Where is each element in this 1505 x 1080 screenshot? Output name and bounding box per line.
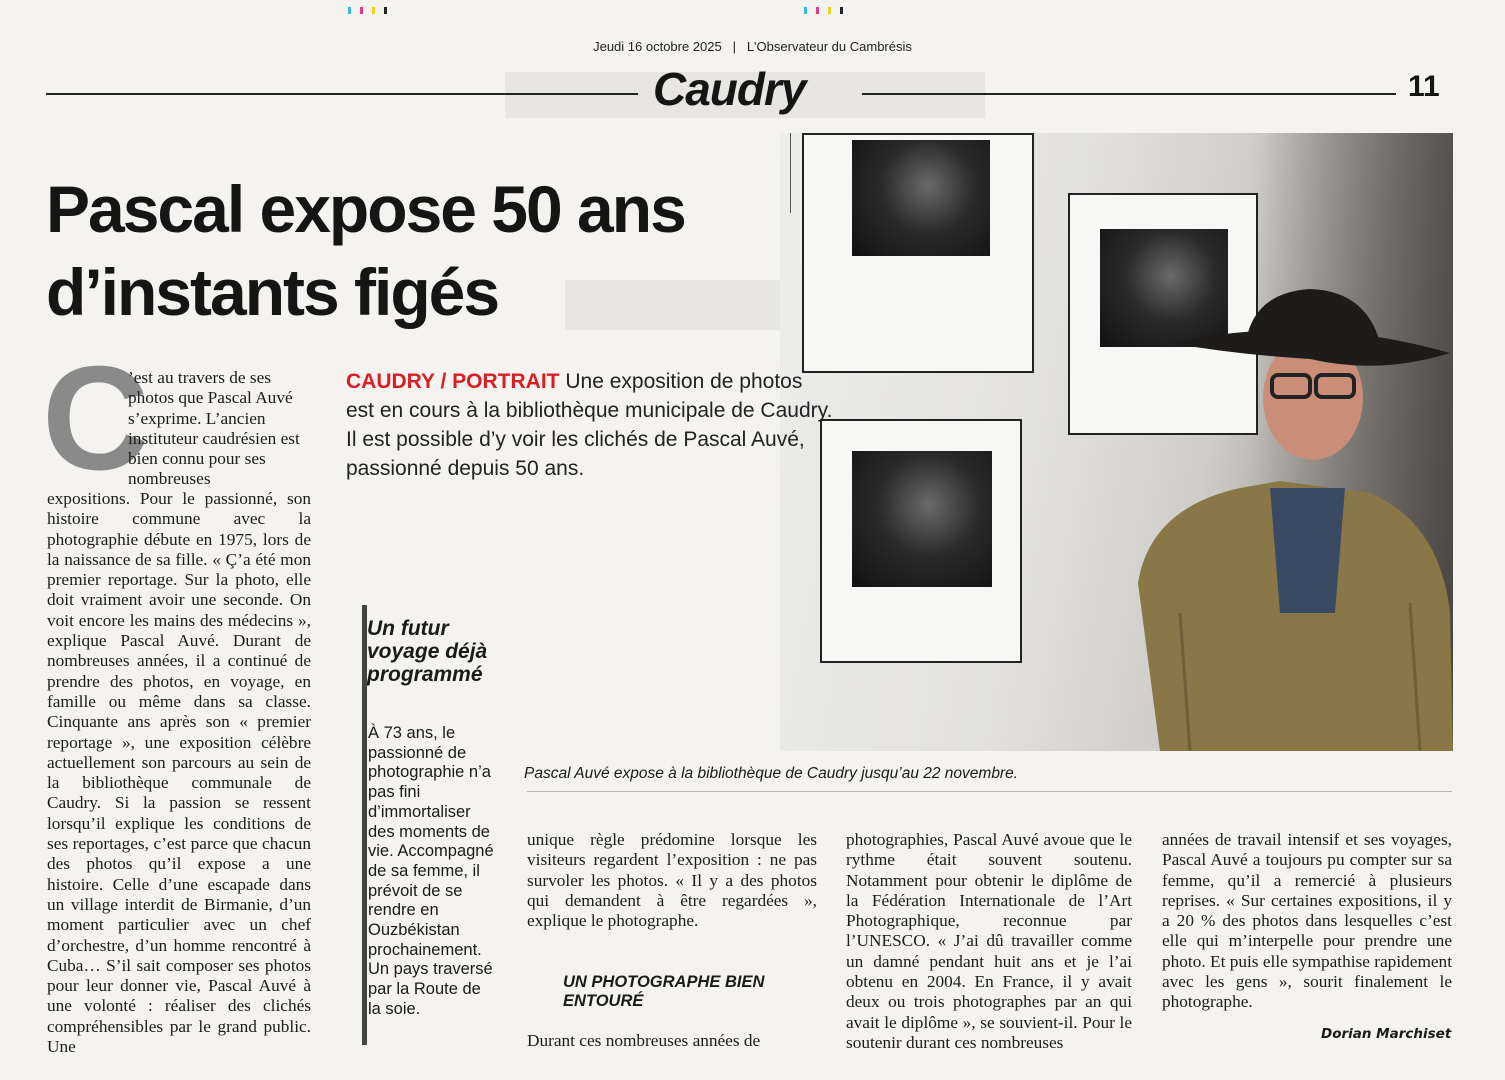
article-photo bbox=[780, 133, 1453, 751]
headline bbox=[46, 168, 806, 334]
body-text-column-1: expositions. Pour le passionné, son histoire commune avec la photographie débute en 1975, lors de la naissance de sa fille. « Ç’a été mon premier reportage. Sur la photo, elle doit vraiment avoir une seconde. On voit encore les mains des médecins », explique Pascal Auvé. Durant de nombreuses années, il a continué de prendre des photos, en voyage, en famille ou même dans sa classe. Cinquante ans après son « premier reportage », une exposition célèbre actuellement son parcours au sein de la bibliothèque communale de Caudry. Si la passion se ressent lorsqu’il explique les conditions de ses reportages, c’est parce que chacun des photos qu’il expose a une histoire. Celle d’une escapade dans un village interdit de Birmanie, d’un moment particulier avec un chef d’orchestre, d’un homme rencontré à Cuba… S’il sait composer ses photos pour leur donner vie, Pascal Auvé à une volonté : réaliser des clichés compréhensibles par le grand public. Une bbox=[47, 489, 311, 1057]
photographer-portrait bbox=[1120, 283, 1453, 751]
section-title: Caudry bbox=[653, 63, 806, 115]
sidebar-body: À 73 ans, le passionné de photographie n’a pas fini d’immortaliser des moments de vie. Accompagné de sa femme, il prévoit de se rendre en Ouzbékistan prochainement. Un pays traversé par la Route de la soie. bbox=[368, 724, 494, 1018]
framed-photo bbox=[802, 133, 1034, 373]
framed-photo bbox=[820, 419, 1022, 663]
body-text-column-2-continued: Durant ces nombreuses années de bbox=[527, 1031, 761, 1050]
edition-line bbox=[0, 39, 1505, 54]
body-text-column-3: photographies, Pascal Auvé avoue que le rythme était souvent soutenu. Notamment pour obtenir le diplôme de la Fédération Internationale de l’Art Photographique, reconnue par l’UNESCO. « J’ai dû travailler comme un damné pendant huit ans et je l’ai obtenu en 2004. En France, il y avait deux ou trois photographes par an qui avait le diplôme », se souvient-il. Pour le soutenir durant ces nombreuses bbox=[846, 830, 1132, 1052]
framed-photo-image bbox=[852, 140, 990, 256]
issue-date: Jeudi 16 octobre 2025 bbox=[593, 39, 722, 54]
registration-marks bbox=[348, 7, 387, 14]
page-number: 11 bbox=[1408, 70, 1440, 103]
registration-marks bbox=[804, 7, 843, 14]
subheading: UN PHOTOGRAPHE BIEN ENTOURÉ bbox=[563, 973, 765, 1010]
headline-line-1: Pascal expose 50 ans bbox=[46, 172, 685, 246]
publication-name: L'Observateur du Cambrésis bbox=[746, 39, 912, 54]
body-text-column-2: unique règle prédomine lorsque les visiteurs regardent l’exposition : ne pas survoler les photos. « Il y a des photos qui demandent à être regardées », explique le photographe. bbox=[527, 830, 817, 931]
photo-caption: Pascal Auvé expose à la bibliothèque de Caudry jusqu’au 22 novembre. bbox=[524, 765, 1019, 782]
header-rule-left bbox=[46, 93, 638, 95]
lead-kicker: CAUDRY / PORTRAIT bbox=[346, 370, 560, 393]
drop-cap: C bbox=[42, 336, 149, 501]
body-text-column-4: années de travail intensif et ses voyages, Pascal Auvé a toujours pu compter sur sa femme, qu’il a remercié à plusieurs reprises. « Sur certaines expositions, il y a 20 % des photos dans lesquelles c’est elle qui m’interpelle pour prendre une photo. Et puis elle sympathise rapidement avec les gens », sourit finalement le photographe. bbox=[1162, 830, 1452, 1012]
header-separator: | bbox=[732, 39, 736, 54]
header-rule-right bbox=[862, 93, 1396, 95]
caption-rule bbox=[527, 791, 1452, 792]
byline: Dorian Marchiset bbox=[1321, 1026, 1452, 1042]
body-text-intro: ’est au travers de ses photos que Pascal Auvé s’exprime. L’ancien instituteur caudrésien est bien connu pour ses nombreuses bbox=[128, 368, 300, 489]
sidebar-title: Un futur voyage déjà programmé bbox=[367, 617, 488, 686]
frame-wire bbox=[790, 133, 791, 213]
lead-paragraph bbox=[346, 367, 836, 483]
framed-photo-image bbox=[852, 451, 992, 587]
headline-line-2: d’instants figés bbox=[46, 255, 499, 329]
lead-text: Une exposition de photos est en cours à la bibliothèque municipale de Caudry. Il est possible d’y voir les clichés de Pascal Auvé, passionné depuis 50 ans. bbox=[346, 370, 833, 480]
